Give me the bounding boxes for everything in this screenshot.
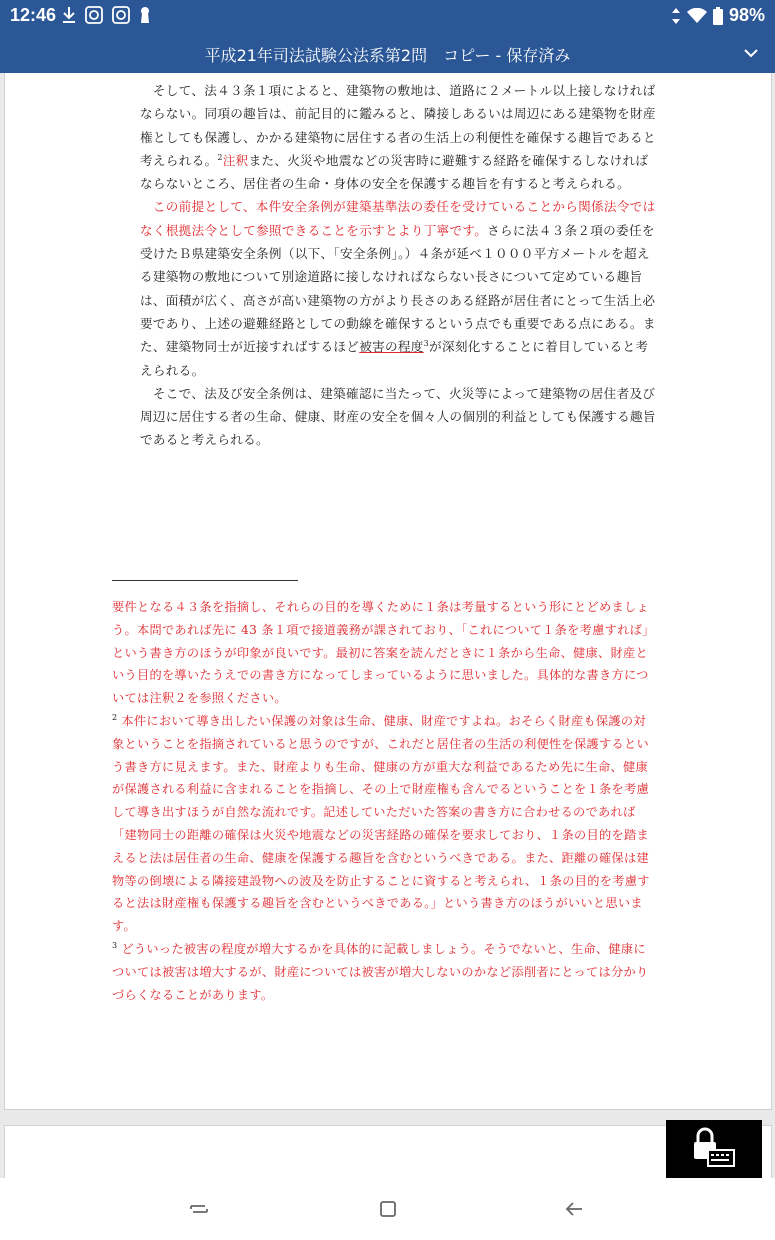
document-body: [140, 79, 661, 452]
sync-icon: [85, 6, 103, 24]
footnote-ref[interactable]: 2: [217, 152, 223, 162]
footnote-number: 3: [112, 940, 118, 950]
keyhole-icon: [139, 6, 151, 24]
paragraph: この前提として、本件安全条例が建築基準法の委任を受けていることから関係法令ではなく根拠法令として参照できることを示すとより丁寧です。さらに法４３条２項の委任を受けたＢ県建築安全条例（以下、「安全条例」。）４条が延べ１０００平方メートルを超える建築物の敷地について別途道路に接しなければならない長さについて定めている趣旨は、面積が広く、高さが高い建築物の方がより長さのある経路が居住者にとって生活上必要であり、上述の避難経路としての動線を確保するという点でも重要である点にある。また、建築物同士が近接すればするほど被害の程度$^3$が深刻化することに着目していると考えられる。: [140, 199, 656, 378]
footnote-2: $^2$ 本件において導き出したい保護の対象は生命、健康、財産ですよね。おそらく財産も保護の対象ということを指摘されていると思うのですが、これだと居住者の生活の利便性を保護するという書き方に見えます。また、財産よりも生命、健康の方が重大な利益であるため先に生命、健康が保護される利益に含まれることを指摘し、その上で財産権も含んでるということを１条を考慮して導き出すほうが自然な流れです。記述していただいた答案の書き方に合わせるのであれば「建物同士の距離の確保は火災や地震などの災害経路の確保を要求しており、１条の目的を踏まえると法は居住者の生命、健康を保護する趣旨を含むというべきである。また、距離の確保は建物等の倒壊による隣接建設物への波及を防止することに資すると考えられ、１条の目的を考慮すると法は財産権も保護する趣旨を含むというべきである。」という書き方のほうがいいと思います。: [112, 712, 650, 934]
comment-marker[interactable]: 注釈: [222, 152, 249, 168]
recent-apps-icon[interactable]: [187, 1197, 211, 1221]
wifi-icon: [687, 8, 707, 24]
back-icon[interactable]: [562, 1197, 586, 1221]
status-bar: [0, 0, 775, 33]
footnote-number: 2: [112, 712, 118, 722]
paragraph: そして、法４３条１項によると、建築物の敷地は、道路に２メートル以上接しなければならない。同項の趣旨は、前記目的に鑑みると、隣接しあるいは周辺にある建築物を財産権としても保護し、かかる建築物に居住する者の生活上の利便性を確保する趣旨であると考えられる。$^2$注釈また、火災や地震などの災害時に避難する経路を確保するしなければならないところ、居住者の生命・身体の安全を保護する趣旨を有すると考えられる。: [140, 83, 656, 192]
keyboard-lock-button[interactable]: [666, 1120, 762, 1178]
footnotes: [112, 596, 658, 1006]
sync-icon: [112, 6, 130, 24]
footnote-1: 要件となる４３条を指摘し、それらの目的を導くために１条は考量するという形にとどめましょう。本問であれば先に 43 条１項で接道義務が課されており、「これについて１条を考慮すれば」という書き方のほうが印象が良いです。最初に答案を読んだときに１条から生命、健康、財産という目的を導いたうえでの書き方になってしまっているように思いました。具体的な書き方については注釈２を参照ください。: [112, 600, 655, 706]
comment-text: この前提として、本件安全条例が建築基準法の委任を受けていることから関係法令ではなく根拠法令として参照できることを示すとより丁寧です。: [140, 199, 656, 238]
home-icon[interactable]: [376, 1197, 400, 1221]
battery-level: 98%: [728, 5, 765, 25]
footnote-ref[interactable]: 3: [423, 339, 430, 349]
navigation-bar: [0, 1178, 775, 1240]
battery-icon: [713, 7, 723, 25]
document-title-bar: [0, 33, 775, 73]
underlined-phrase[interactable]: 被害の程度: [359, 339, 424, 355]
paragraph: そこで、法及び安全条例は、建築確認に当たって、火災等によって建築物の居住者及び周辺に居住する者の生命、健康、財産の安全を個々人の個別的利益としても保護する趣旨であると考えられる。: [140, 385, 656, 448]
document-title[interactable]: 平成21年司法試験公法系第2問 コピー - 保存済み: [204, 46, 571, 65]
locked-keyboard-icon: [666, 1120, 762, 1178]
footnote-separator: [112, 580, 298, 581]
clock: 12:46: [10, 5, 57, 25]
download-icon: [62, 6, 76, 24]
data-arrows-icon: [671, 7, 681, 25]
footnote-3: $^3$ どういった被害の程度が増大するかを具体的に記載しましょう。そうでないと、生命、健康については被害は増大するが、財産については被害が増大しないのかなど添削者にとっては分かりづらくなることがあります。: [112, 940, 649, 1002]
chevron-down-icon[interactable]: [741, 43, 761, 63]
